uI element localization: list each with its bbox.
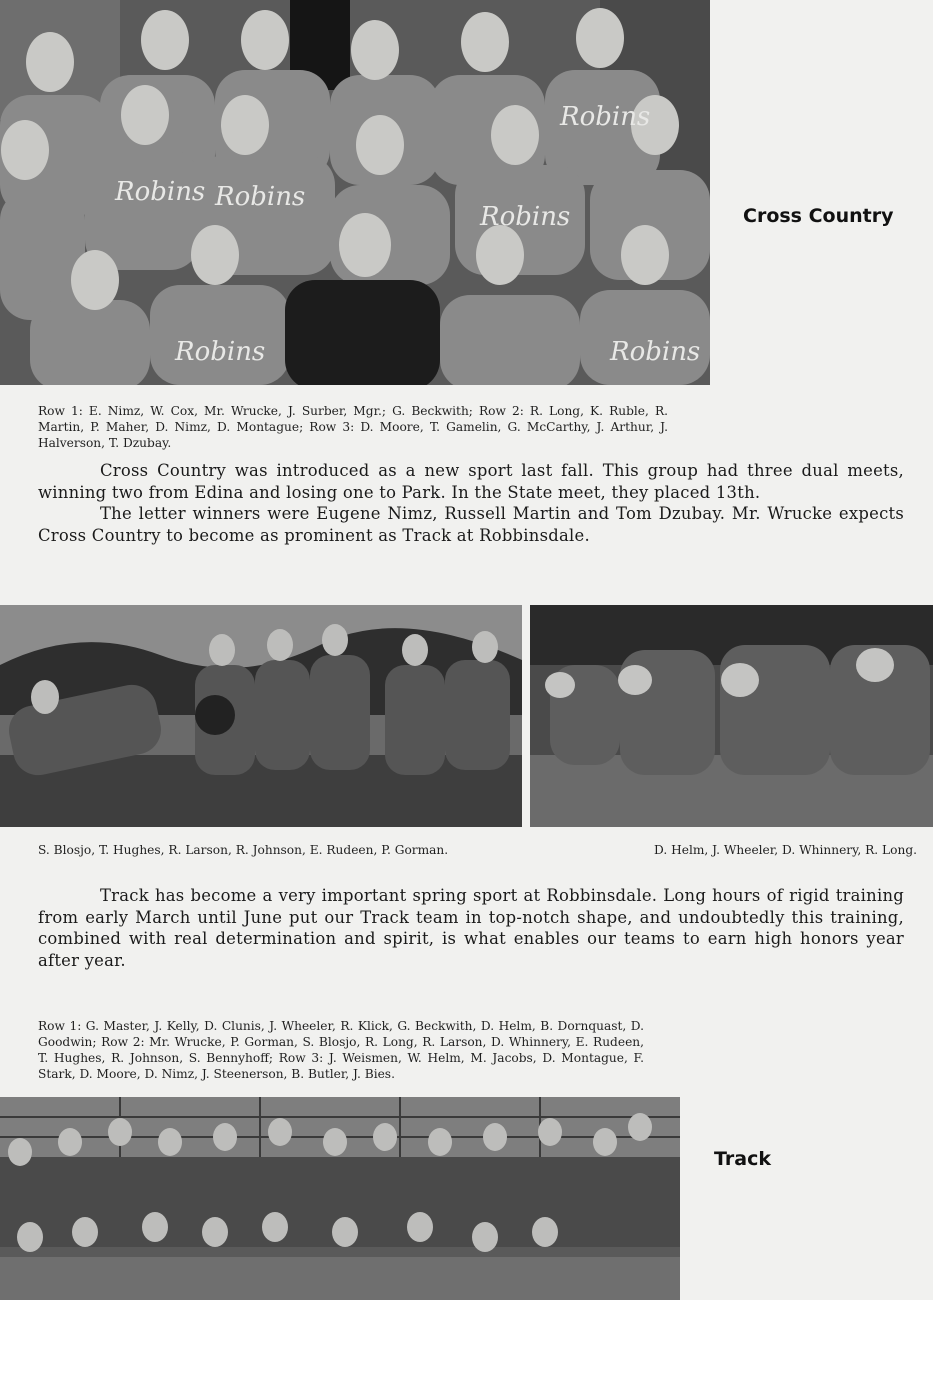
shirt-lettering: Robins (610, 337, 701, 367)
cross-country-body (38, 460, 904, 546)
shirt-lettering: Robins (175, 337, 266, 367)
cross-country-heading: Cross Country (743, 205, 894, 227)
track-team-photo (0, 1097, 680, 1300)
track-heading: Track (714, 1148, 771, 1170)
track-team-photo-caption: Row 1: G. Master, J. Kelly, D. Clunis, J. Wheeler, R. Klick, G. Beckwith, D. Helm, B. Dornquast, D. Goodwin; Row 2: Mr. Wrucke, P. Gorman, S. Blosjo, R. Long, R. Larson, D. Whinnery, E. Rudeen, T. Hughes, R. Johnson, S. Bennyhoff; Row 3: J. Weismen, W. Helm, M. Jacobs, D. Montague, F. Stark, D. Moore, D. Nimz, J. Steenerson, B. Butler, J. Bies. (38, 1019, 644, 1081)
cross-country-paragraph: Cross Country was introduced as a new sport last fall. This group had three dual meets, winning two from Edina and losing one to Park. In the State meet, they placed 13th. (38, 461, 904, 502)
cross-country-photo-caption: Row 1: E. Nimz, W. Cox, Mr. Wrucke, J. Surber, Mgr.; G. Beckwith; Row 2: R. Long, K. Ruble, R. Martin, P. Maher, D. Nimz, D. Montague; Row 3: D. Moore, T. Gamelin, G. McCarthy, J. Arthur, J. Halverson, T. Dzubay. (38, 404, 668, 450)
track-throwing-photo (0, 605, 522, 827)
shirt-lettering: Robins (115, 177, 206, 207)
shirt-lettering: Robins (215, 182, 306, 212)
cross-country-paragraph: The letter winners were Eugene Nimz, Russell Martin and Tom Dzubay. Mr. Wrucke expects Cross Country to become as prominent as Track at Robbinsdale. (38, 504, 904, 545)
track-body (38, 885, 904, 971)
track-starting-line-photo (530, 605, 933, 827)
track-paragraph: Track has become a very important spring sport at Robbinsdale. Long hours of rigid training from early March until June put our Track team in top-notch shape, and undoubtedly this training, combined with real determination and spirit, is what enables our teams to earn high honors year after year. (38, 886, 904, 970)
cross-country-team-photo (0, 0, 710, 385)
shirt-lettering: Robins (480, 202, 571, 232)
track-left-photo-caption: S. Blosjo, T. Hughes, R. Larson, R. Johnson, E. Rudeen, P. Gorman. (38, 843, 449, 857)
shirt-lettering: Robins (560, 102, 651, 132)
track-right-photo-caption: D. Helm, J. Wheeler, D. Whinnery, R. Long. (654, 843, 917, 857)
